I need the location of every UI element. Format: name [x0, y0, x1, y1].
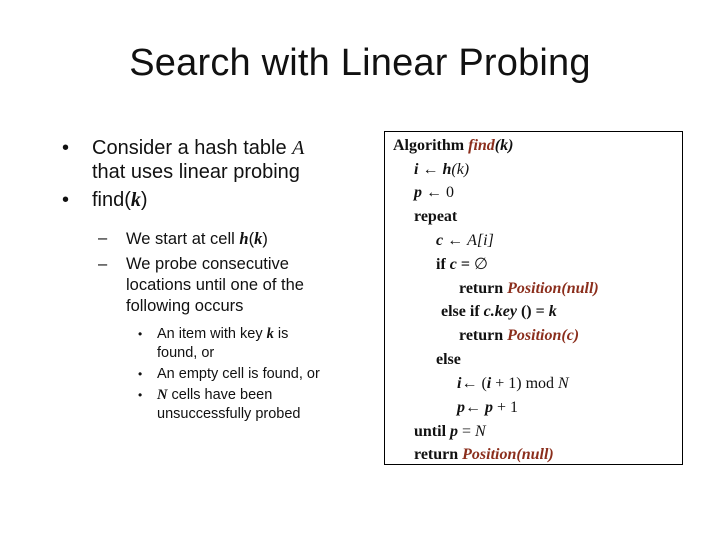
line-repeat: repeat — [414, 208, 458, 225]
var-k: k — [254, 229, 263, 248]
equals: = — [456, 256, 475, 273]
func-h: h — [442, 161, 452, 178]
empty-set-symbol: ∅ — [474, 256, 488, 273]
line-return-null — [459, 279, 599, 299]
slide-title: Search with Linear Probing — [129, 42, 591, 84]
plus-one: + 1 — [493, 399, 519, 416]
equals: () = — [516, 303, 549, 320]
bullet-list — [62, 136, 362, 424]
subsub-item-n-cells — [62, 386, 362, 424]
keyword-return: return — [459, 280, 508, 297]
var-N: N — [157, 387, 168, 403]
var-p: p — [457, 399, 465, 416]
var-k: k — [130, 189, 141, 211]
var-p: p — [414, 184, 422, 201]
var-A: A — [292, 137, 305, 159]
paren-open: ( — [248, 230, 255, 248]
bullet-find — [62, 188, 362, 212]
bullet-text: Consider a hash table — [92, 137, 293, 159]
sub-text-line3: following occurs — [126, 297, 244, 315]
position-call: Position(c) — [507, 327, 580, 344]
line-c-assign — [436, 231, 494, 251]
function-name: find — [468, 137, 495, 154]
zero: 0 — [446, 184, 454, 201]
line-if-empty — [436, 255, 488, 275]
plus-mod: + 1) mod — [491, 375, 559, 392]
line-return-c — [459, 326, 579, 346]
bullet-dot: • — [62, 137, 70, 159]
bullet-dot: • — [138, 367, 143, 381]
bullet-dot: • — [138, 327, 143, 341]
var-i: i — [486, 375, 492, 392]
subsub-text: An empty cell is found, or — [157, 366, 320, 382]
subsub-text-line2: unsuccessfully probed — [157, 406, 301, 422]
sub-bullet-start — [62, 228, 362, 250]
var-c: c — [449, 256, 457, 273]
var-N: N — [558, 375, 569, 392]
arrow: ← ( — [461, 375, 487, 392]
bullet-dot: • — [138, 388, 143, 402]
function-arg: (k) — [494, 137, 514, 154]
sub-bullet-probe — [62, 254, 362, 317]
var-k: k — [548, 303, 557, 320]
keyword-if: if — [436, 256, 450, 273]
dash-marker: – — [98, 229, 108, 247]
var-N: N — [475, 423, 486, 440]
line-i-increment — [457, 374, 569, 394]
algorithm-header — [393, 136, 513, 156]
subsub-item-empty — [62, 365, 362, 384]
sub-text-line1: We probe consecutive — [126, 255, 289, 273]
arrow: ← — [465, 399, 485, 416]
bullet-text: find( — [92, 189, 131, 211]
line-else: else — [436, 351, 461, 368]
var-i: i — [414, 161, 419, 178]
sub-text-line2: locations until one of the — [126, 276, 304, 294]
arrow: ← — [422, 184, 446, 201]
keyword-return: return — [414, 446, 463, 463]
keyword-return: return — [459, 327, 508, 344]
dash-marker: – — [98, 255, 108, 273]
line-until — [414, 422, 486, 442]
line-else-if — [441, 302, 557, 322]
func-h: h — [239, 229, 249, 248]
bullet-text-line2: that uses linear probing — [92, 161, 300, 183]
position-call: Position(null) — [462, 446, 554, 463]
paren-close: ) — [262, 230, 268, 248]
arrow: ← — [418, 161, 443, 178]
subsub-text: cells have been — [167, 387, 273, 403]
key-call: c.key — [483, 303, 517, 320]
bullet-dot: • — [62, 189, 70, 211]
subsub-text-line2: found, or — [157, 345, 215, 361]
bullet-hash-table — [62, 136, 362, 184]
var-p: p — [450, 423, 459, 440]
index: [i] — [476, 232, 494, 249]
subsub-text-post: is — [273, 326, 289, 342]
keyword-else-if: else if — [441, 303, 484, 320]
var-i: i — [457, 375, 462, 392]
var-k: k — [266, 326, 274, 342]
line-p-init — [414, 183, 454, 203]
line-i-assign — [414, 160, 469, 180]
var-A: A — [467, 232, 477, 249]
subsub-item-found — [62, 325, 362, 363]
algorithm-box — [384, 131, 683, 465]
subsub-text: An item with key — [157, 326, 267, 342]
keyword-algorithm: Algorithm — [393, 137, 469, 154]
keyword-until: until — [414, 423, 451, 440]
arrow: ← — [443, 232, 468, 249]
func-arg: (k) — [451, 161, 470, 178]
var-c: c — [436, 232, 444, 249]
var-p: p — [485, 399, 493, 416]
equals: = — [458, 423, 476, 440]
line-p-increment — [457, 398, 518, 418]
line-return-final — [414, 445, 554, 465]
sub-text: We start at cell — [126, 230, 240, 248]
bullet-close: ) — [140, 189, 148, 211]
position-call: Position(null) — [507, 280, 599, 297]
